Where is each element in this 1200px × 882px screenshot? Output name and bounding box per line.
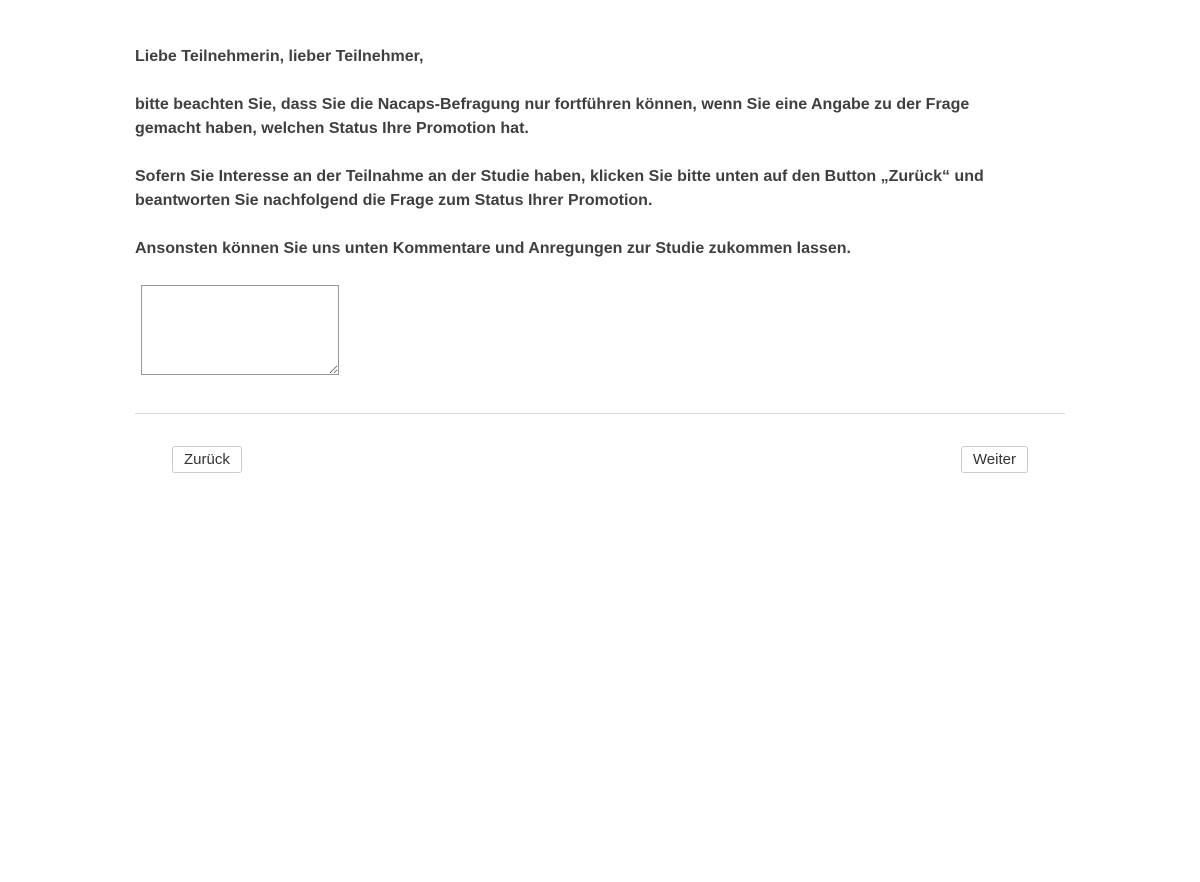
paragraph-line: bitte beachten Sie, dass Sie die Nacaps-Befragung nur fortführen können, wenn Sie eine Angabe zu der Frage bbox=[135, 96, 970, 113]
notice-paragraph bbox=[135, 93, 1065, 141]
back-button[interactable]: Zurück bbox=[172, 446, 242, 473]
greeting-paragraph bbox=[135, 45, 1065, 69]
next-button[interactable]: Weiter bbox=[961, 446, 1028, 473]
paragraph-line: gemacht haben, welchen Status Ihre Promotion hat. bbox=[135, 120, 529, 137]
navigation-button-row bbox=[135, 446, 1065, 473]
paragraph-line: Liebe Teilnehmerin, lieber Teilnehmer, bbox=[135, 48, 424, 65]
section-divider bbox=[135, 413, 1065, 414]
instruction-paragraph bbox=[135, 165, 1065, 213]
paragraph-line: Sofern Sie Interesse an der Teilnahme an der Studie haben, klicken Sie bitte unten auf den Button „Zurück“ und bbox=[135, 168, 984, 185]
paragraph-line: beantworten Sie nachfolgend die Frage zum Status Ihrer Promotion. bbox=[135, 192, 653, 209]
paragraph-line: Ansonsten können Sie uns unten Kommentare und Anregungen zur Studie zukommen lassen. bbox=[135, 240, 851, 257]
comment-textarea[interactable] bbox=[141, 285, 339, 375]
comment-box-container bbox=[141, 285, 1065, 380]
comment-invite-paragraph bbox=[135, 237, 1065, 261]
survey-content bbox=[135, 0, 1065, 473]
